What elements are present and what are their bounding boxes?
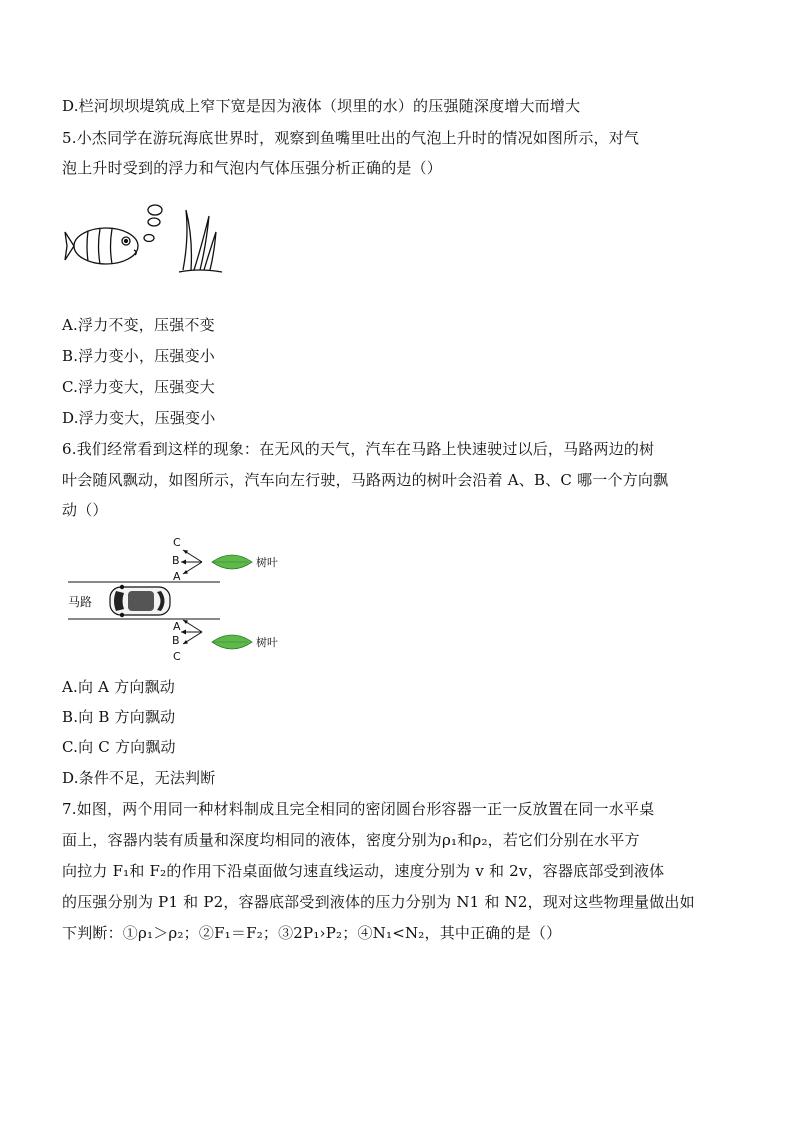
top-label-a: A	[173, 570, 181, 583]
q4-option-d: D.栏河坝坝堤筑成上窄下宽是因为液体（坝里的水）的压强随深度增大而增大	[62, 97, 581, 115]
leaf-icon-top	[212, 555, 252, 569]
q7-stem-line4: 的压强分别为 P1 和 P2，容器底部受到液体的压力分别为 N1 和 N2，现对这些物理量做出如	[62, 893, 695, 911]
q5-option-b: B.浮力变小，压强变小	[62, 347, 215, 365]
q7-stem-line2: 面上，容器内装有质量和深度均相同的液体，密度分别为ρ₁和ρ₂，若它们分别在水平方	[62, 831, 640, 849]
bottom-label-c: C	[173, 650, 181, 663]
q6-option-d: D.条件不足，无法判断	[62, 769, 216, 787]
q5-stem-line1: 5.小杰同学在游玩海底世界时，观察到鱼嘴里吐出的气泡上升时的情况如图所示，对气	[62, 129, 640, 147]
q7-stem-line3: 向拉力 F₁和 F₂的作用下沿桌面做匀速直线运动，速度分别为 v 和 2v，容器底部受到液体	[62, 862, 665, 880]
q7-stem-line5: 下判断：①ρ₁＞ρ₂；②F₁＝F₂；③2P₁›P₂；④N₁<N₂，其中正确的是（）	[62, 924, 562, 942]
q6-option-c: C.向 C 方向飘动	[62, 738, 176, 756]
q6-option-a: A.向 A 方向飘动	[62, 678, 175, 696]
q6-option-b: B.向 B 方向飘动	[62, 708, 176, 726]
q5-option-d: D.浮力变大，压强变小	[62, 409, 216, 427]
leaf-icon-bottom	[212, 635, 252, 649]
car-leaves-figure	[62, 532, 292, 667]
q5-stem-line2: 泡上升时受到的浮力和气泡内气体压强分析正确的是（）	[62, 159, 443, 177]
fish-bubbles-figure	[64, 198, 234, 288]
leaf-label-top: 树叶	[256, 556, 278, 569]
top-label-c: C	[173, 536, 181, 549]
road-label: 马路	[68, 595, 93, 609]
q6-stem-line1: 6.我们经常看到这样的现象：在无风的天气，汽车在马路上快速驶过以后，马路两边的树	[62, 440, 655, 458]
bottom-label-b: B	[172, 634, 180, 647]
q5-option-c: C.浮力变大，压强变大	[62, 378, 215, 396]
bottom-label-a: A	[173, 620, 181, 633]
top-label-b: B	[172, 554, 180, 567]
q6-stem-line3: 动（）	[62, 501, 108, 519]
leaf-label-bottom: 树叶	[256, 636, 278, 649]
q5-option-a: A.浮力不变，压强不变	[62, 316, 215, 334]
car-icon	[110, 585, 170, 617]
q7-stem-line1: 7.如图，两个用同一种材料制成且完全相同的密闭圆台形容器一正一反放置在同一水平桌	[62, 800, 655, 818]
q6-stem-line2: 叶会随风飘动，如图所示，汽车向左行驶，马路两边的树叶会沿着 A、B、C 哪一个方向飘	[62, 471, 669, 489]
